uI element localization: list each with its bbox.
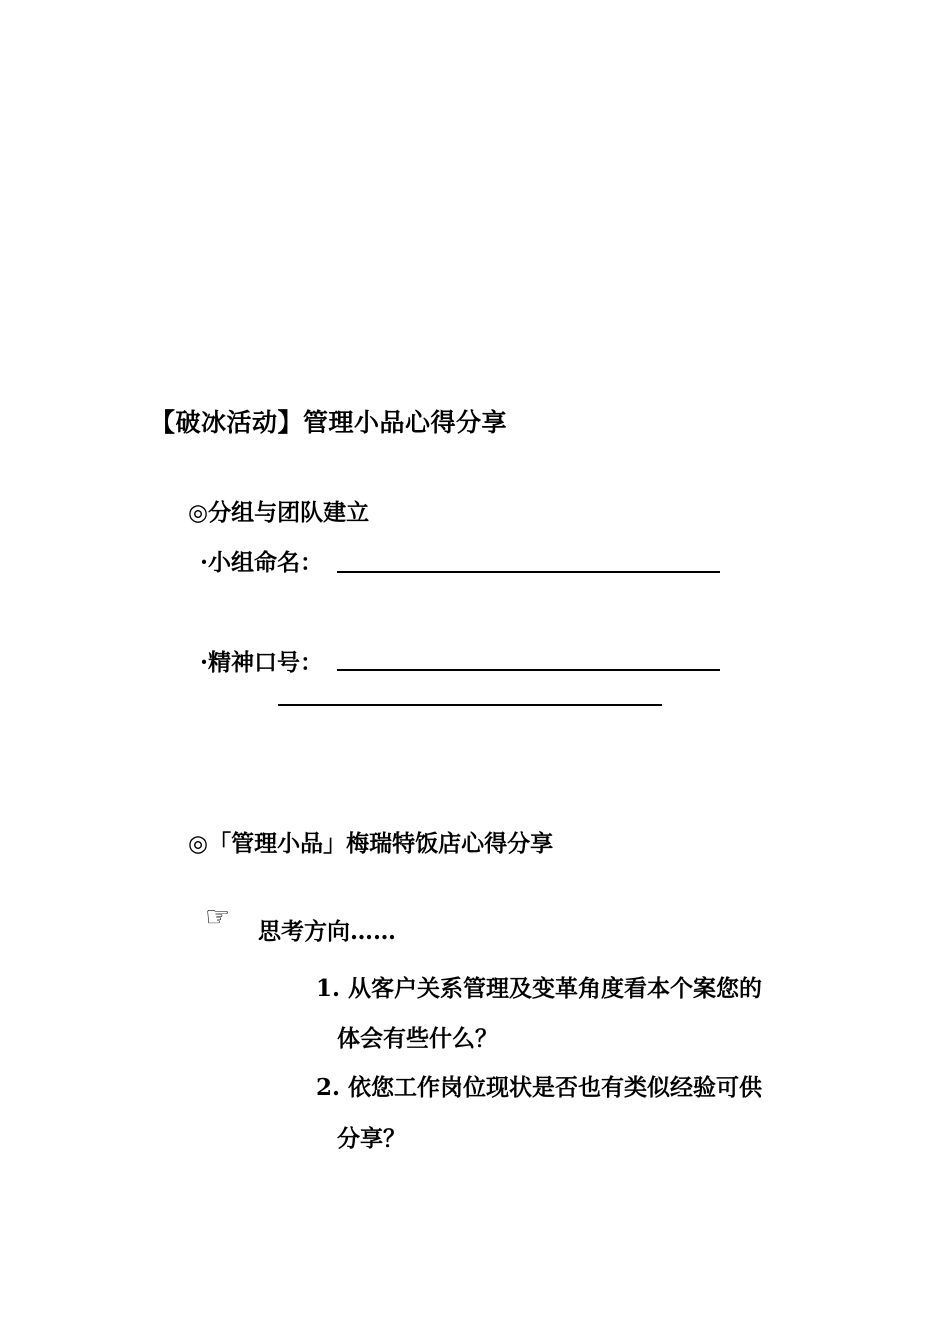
think-direction-label: 思考方向…… bbox=[258, 918, 396, 945]
question-1-line-2: 体会有些什么？ bbox=[337, 1025, 498, 1052]
question-2-line-1: 2. 依您工作岗位现状是否也有类似经验可供 bbox=[316, 1074, 763, 1101]
group-name-label: ·小组命名： bbox=[200, 549, 324, 576]
question-1-line-1: 1. 从客户关系管理及变革角度看本个案您的 bbox=[316, 975, 763, 1002]
slogan-blank-line-2 bbox=[278, 704, 662, 706]
question-2-line-2: 分享？ bbox=[337, 1125, 406, 1152]
slogan-blank-line-1 bbox=[337, 669, 720, 671]
pointing-hand-icon: ☞ bbox=[205, 900, 231, 933]
section-heading-sharing: ◎「管理小品」梅瑞特饭店心得分享 bbox=[188, 830, 554, 857]
section-heading-grouping: ◎分组与团队建立 bbox=[188, 499, 370, 526]
slogan-label: ·精神口号： bbox=[200, 649, 324, 676]
group-name-blank-line bbox=[337, 571, 720, 573]
page-title: 【破冰活动】管理小品心得分享 bbox=[150, 408, 508, 437]
